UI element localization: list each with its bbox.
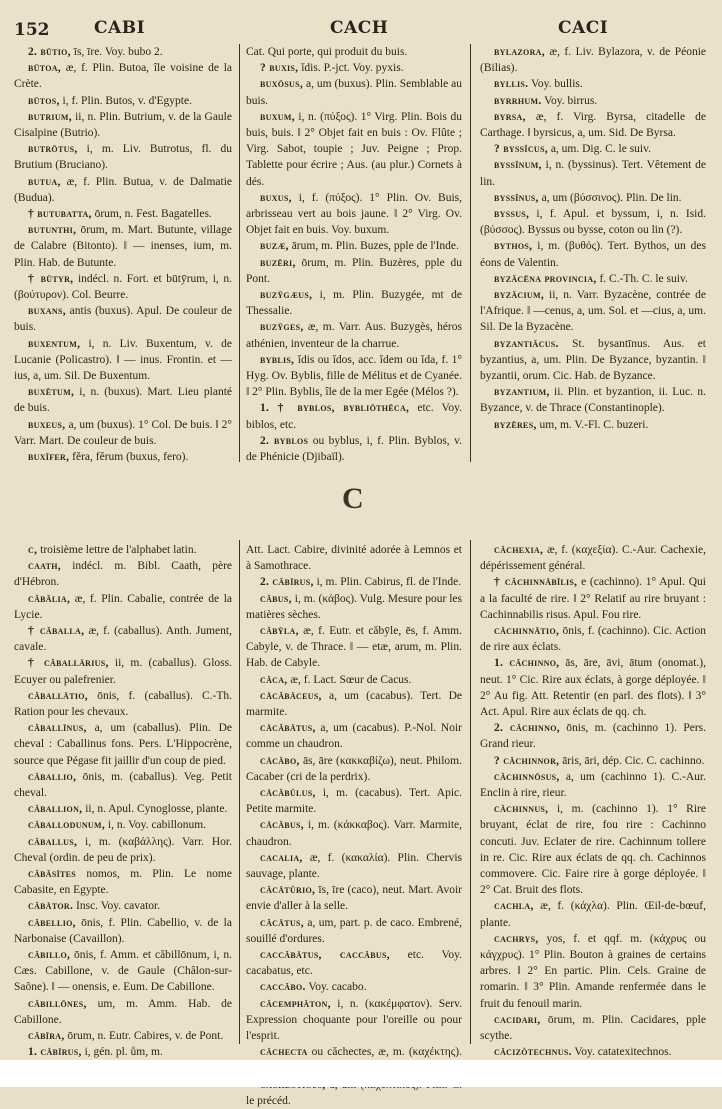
entry-headword: cacidari,: [494, 1013, 541, 1026]
dictionary-entry: [246, 947, 462, 979]
dictionary-entry: [246, 287, 462, 319]
entry-definition: i, m. Plin. Cabirus, fl. de l'Inde.: [313, 576, 462, 589]
dictionary-entry: [246, 255, 462, 287]
entry-headword: buxans,: [28, 305, 66, 318]
entry-headword: † căballa,: [28, 625, 85, 638]
dictionary-entry: [480, 190, 706, 206]
entry-definition: æ, f. Plin. Butua, v. de Dalmatie (Budua).: [14, 175, 232, 204]
entry-definition: troisième lettre de l'alphabet latin.: [37, 544, 197, 556]
dictionary-entry: [14, 915, 232, 947]
page-number: 152: [14, 20, 50, 40]
entry-headword: byzantiăcus.: [494, 337, 559, 350]
dictionary-entry: [14, 720, 232, 769]
dictionary-entry: [246, 44, 462, 60]
entry-headword: buzȳges,: [260, 321, 304, 334]
dictionary-entry: [246, 400, 462, 432]
entry-headword: † căballārius,: [28, 657, 109, 670]
entry-headword: căballātio,: [28, 689, 88, 702]
bottom-column-3: [480, 542, 706, 1061]
entry-headword: căbălia,: [28, 592, 71, 605]
entry-definition: ōnis, m. (cachinno 1). Pers. Grand rieur.: [480, 722, 707, 751]
dictionary-entry: [14, 947, 232, 996]
entry-headword: căbus,: [260, 592, 292, 605]
entry-definition: Insc. Voy. cavator.: [73, 900, 161, 913]
entry-headword: 2. căbīrus,: [260, 576, 314, 589]
entry-definition: ĭdis ou ĭdos, acc. ĭdem ou ĭda, f. 1° Hyg. Ov. Byblis, fille de Mélitus et de Cyanée. ‖ 2° Plin. Byblis, île de la mer Egée (Mélos ?).: [246, 353, 462, 399]
dictionary-entry: [14, 174, 232, 206]
entry-definition: æ, f. Plin. Cabalie, contrée de la Lycie.: [14, 592, 232, 621]
dictionary-entry: [480, 769, 706, 801]
entry-definition: a, um (cacabus). Tert. De marmite.: [246, 689, 462, 719]
dictionary-entry: [480, 1044, 706, 1060]
entry-definition: Voy. cacabo.: [305, 981, 367, 994]
dictionary-entry: [480, 542, 706, 574]
entry-definition: Voy. catatexitechnos.: [571, 1046, 672, 1059]
entry-headword: buxōsus,: [260, 78, 304, 91]
entry-definition: æ, m. Varr. Aus. Buzygès, héros athénien, inventeur de la charrue.: [246, 321, 462, 350]
entry-definition: i, m. (βυθός). Tert. Bythos, un des éons de Valentin.: [480, 240, 706, 269]
dictionary-entry: [14, 898, 232, 914]
dictionary-entry: [14, 384, 232, 416]
entry-headword: † būtyr,: [28, 272, 74, 285]
entry-definition: īs, īre. Voy. bubo 2.: [70, 46, 163, 58]
entry-definition: i, m. (cacabus). Tert. Apic. Petite marmite.: [246, 787, 462, 816]
dictionary-entry: [14, 60, 232, 92]
dictionary-entry: [246, 979, 462, 995]
bottom-column-2: [246, 542, 462, 1109]
dictionary-entry: [14, 141, 232, 173]
entry-headword: c,: [28, 544, 38, 556]
dictionary-entry: [480, 753, 706, 769]
entry-definition: ii. Plin. et byzantion, ii. Luc. n. Byzance, v. de Thrace (Constantinople).: [480, 386, 706, 415]
entry-definition: ās, āre (κακκαβίζω), neut. Philom. Cacaber (cri de la perdrix).: [246, 754, 462, 783]
dictionary-entry: [246, 882, 462, 914]
dictionary-entry: [14, 271, 232, 303]
dictionary-entry: [480, 898, 706, 930]
entry-headword: byzăcēna provincia,: [494, 272, 597, 285]
entry-headword: cācăbus,: [260, 819, 304, 832]
entry-headword: căbellio,: [28, 916, 76, 929]
dictionary-entry: [14, 623, 232, 655]
entry-headword: căballus,: [28, 835, 78, 848]
entry-headword: bylazora,: [494, 46, 545, 58]
entry-headword: butua,: [28, 175, 61, 188]
dictionary-entry: [14, 591, 232, 623]
dictionary-entry: [14, 542, 232, 558]
entry-definition: æ, f. (caballus). Anth. Jument, cavale.: [14, 625, 232, 654]
dictionary-entry: [480, 417, 706, 433]
entry-headword: buzæ,: [260, 240, 289, 253]
dictionary-entry: [14, 222, 232, 271]
entry-definition: a, um (βύσσινος). Plin. De lin.: [538, 191, 682, 204]
entry-definition: a, um (buxus). 1° Col. De buis. ‖ 2° Varr. Mart. De couleur de buis.: [14, 418, 232, 447]
entry-definition: æ, f. Virg. Byrsa, citadelle de Carthage. ‖ byrsicus, a, um. Sid. De Byrsa.: [480, 110, 706, 140]
dictionary-entry: [480, 1012, 706, 1044]
entry-headword: būtoa,: [28, 62, 61, 75]
entry-definition: indécl. n. Fort. et būtȳrum, i, n. (βούτυρον). Col. Beurre.: [14, 272, 233, 302]
entry-definition: ōrum, m. Plin. Cacidares, pple scythe.: [480, 1013, 706, 1043]
entry-definition: i, gén. pl. ům, m.: [81, 1046, 163, 1059]
entry-headword: buxentum,: [28, 337, 81, 350]
entry-definition: i, m. (κάβος). Vulg. Mesure pour les matières sèches.: [246, 592, 462, 621]
entry-headword: byrrhum.: [494, 94, 542, 107]
entry-definition: ōrum, m. Mart. Butunte, village de Calabre (Bitonto). ‖ — inenses, ium, m. Plin. Hab. de Butunte.: [14, 224, 232, 269]
entry-definition: um, m. V.-Fl. C. buzeri.: [536, 418, 649, 431]
entry-headword: ? byssĭcus,: [494, 143, 548, 156]
entry-headword: byblis,: [260, 353, 295, 366]
running-head-left: CABI: [94, 18, 146, 38]
dictionary-entry: [14, 866, 232, 898]
bottom-column-1: [14, 542, 232, 1061]
entry-headword: buzēri,: [260, 256, 296, 269]
entry-headword: butrium,: [28, 110, 72, 123]
entry-definition: Voy. bullis.: [528, 78, 583, 91]
dictionary-entry: [480, 287, 706, 336]
entry-headword: căbātor.: [28, 900, 74, 913]
entry-headword: būtos,: [28, 94, 60, 107]
dictionary-entry: [246, 542, 462, 574]
entry-headword: caath,: [28, 560, 61, 573]
entry-headword: cācăbātus,: [260, 722, 316, 735]
dictionary-entry: [480, 336, 706, 385]
dictionary-entry: [246, 753, 462, 785]
dictionary-entry: [480, 206, 706, 238]
entry-headword: buxeus,: [28, 418, 66, 431]
entry-headword: căbăsītes: [28, 868, 77, 881]
dictionary-entry: [246, 433, 462, 465]
entry-definition: æ, f. Lact. Sœur de Cacus.: [287, 673, 412, 686]
entry-headword: 1. † byblos, bybliōthēca,: [260, 402, 410, 415]
dictionary-entry: [14, 109, 232, 141]
entry-definition: a, um. Dig. C. le suiv.: [547, 143, 652, 156]
dictionary-entry: [14, 655, 232, 687]
entry-headword: byzantium,: [494, 386, 550, 399]
entry-headword: byssĭnus,: [494, 191, 539, 204]
entry-definition: yos, f. et qqf. m. (κάχρυς ou κάγχρυς). 1° Plin. Bouton à graines de certains arbres. ‖ 2° En partic. Plin. Cels. Graine de romarin. ‖ 3° Plin. Amande renfermée dans le fruit du fenouil marin.: [480, 932, 706, 1010]
entry-definition: indécl. m. Bibl. Caath, père d'Hébron.: [14, 560, 232, 589]
entry-definition: ii, n. Apul. Cynoglosse, plante.: [82, 803, 228, 816]
entry-headword: căchexia,: [494, 544, 544, 556]
entry-definition: i, n. (byssinus). Tert. Vêtement de lin.: [480, 159, 706, 188]
dictionary-entry: [14, 44, 232, 60]
dictionary-entry: [480, 801, 706, 898]
dictionary-entry: [14, 93, 232, 109]
entry-definition: æ, f. Eutr. et căbȳle, ēs, f. Amm. Cabyle, v. de Thrace. ‖ — etæ, arum, m. Plin. Hab. de Cabyle.: [246, 625, 462, 670]
dictionary-entry: [246, 623, 462, 672]
dictionary-entry: [246, 352, 462, 401]
dictionary-entry: [14, 688, 232, 720]
entry-definition: ĭdis. P.-jct. Voy. pyxis.: [298, 62, 404, 75]
running-head-center: CACH: [330, 18, 389, 38]
entry-definition: īs, īre (caco), neut. Mart. Avoir envie d'aller à la selle.: [246, 884, 462, 913]
entry-definition: ās, āre, āvi, ātum (onomat.), neut. 1° Cic. Rire aux éclats, à gorge déployée. ‖ 2° Au fig. Att. Retentir (en parl. des flots). ‖ 3° Act. Apul. Rire aux éclats de qq. ch.: [480, 657, 706, 719]
dictionary-entry: [14, 769, 232, 801]
entry-headword: caccăbātus, caccăbus,: [260, 949, 390, 962]
dictionary-entry: [246, 688, 462, 720]
entry-headword: căchinnōsus,: [494, 770, 560, 783]
dictionary-entry: [480, 109, 706, 141]
entry-headword: căballion,: [28, 803, 83, 816]
dictionary-entry: [246, 850, 462, 882]
dictionary-entry: [14, 336, 232, 385]
entry-headword: căcemphăton,: [260, 997, 331, 1010]
scan-margin: [0, 1060, 722, 1087]
entry-headword: † butubatta,: [28, 208, 92, 221]
entry-definition: a, um (caballus). Plin. De cheval : Caballinus fons. Pers. L'Hippocrène, source que Pégase fit jaillir d'un coup de pied.: [14, 722, 232, 767]
entry-headword: byllis.: [494, 78, 529, 91]
dictionary-entry: [480, 574, 706, 623]
entry-definition: æ, f. (καχεξία). C.-Aur. Cachexie, dépérissement général.: [480, 544, 706, 573]
top-column-3: [480, 44, 706, 433]
entry-definition: i, n. (πύξος). 1° Virg. Plin. Bois du buis, buis. ‖ 2° Objet fait en buis : Ov. Flûte ; Virg. Sabot, toupie ; Juv. Peigne ; Prop. Tablette pour écrire ; Aus. (au plur.) Cornets à dés.: [246, 110, 462, 188]
entry-headword: ? căchinnor,: [494, 754, 560, 767]
entry-headword: cacalia,: [260, 851, 303, 864]
entry-definition: i, n. (buxus). Mart. Lieu planté de buis.: [14, 386, 232, 415]
entry-headword: byssĭnum,: [494, 159, 542, 172]
dictionary-entry: [246, 720, 462, 752]
entry-headword: căbillo,: [28, 949, 71, 962]
entry-headword: buxum,: [260, 110, 295, 123]
dictionary-entry: [14, 303, 232, 335]
entry-headword: căbillōnes,: [28, 997, 87, 1010]
top-column-1: [14, 44, 232, 465]
entry-headword: cachrys,: [494, 932, 539, 945]
entry-definition: ārum, m. Plin. Buzes, pple de l'Inde.: [288, 240, 459, 253]
dictionary-entry: [480, 271, 706, 287]
entry-definition: i, m. (cachinno 1). 1° Rire bruyant, éclat de rire, fou rire : Cachinno concuti. Juv. Eclater de rire. Cachinnum tollere in re. Cic. Rire aux éclats de qq. ch. Cachinnos commovere. Cic. Faire rire à gorge déployée. ‖ 2° Cat. Bruit des flots.: [480, 803, 706, 897]
entry-headword: byssus,: [494, 208, 530, 221]
dictionary-entry: [14, 801, 232, 817]
dictionary-entry: [480, 384, 706, 416]
entry-definition: etc. Voy. cacabatus, etc.: [246, 949, 463, 978]
entry-headword: cācăbo,: [260, 754, 300, 767]
entry-definition: ōnis, f. (caballus). C.-Th. Ration pour les chevaux.: [14, 689, 232, 719]
entry-definition: i, n. Voy. cabillonum.: [105, 819, 207, 832]
entry-definition: i, n. Liv. Buxentum, v. de Lucanie (Policastro). ‖ — inus. Frontin. et — ius, a, um. Sil. De Buxentum.: [14, 337, 232, 383]
entry-headword: căcizŏtechnus.: [494, 1046, 572, 1059]
entry-definition: ii, n. Plin. Butrium, v. de la Gaule Cisalpine (Butrio).: [14, 110, 232, 140]
entry-definition: ou byblus, i, f. Plin. Byblos, v. de Phénicie (Djibaïl).: [246, 434, 462, 464]
entry-definition: i, m. Liv. Butrotus, fl. du Brutium (Bruciano).: [14, 143, 232, 172]
entry-definition: ōrum, n. Fest. Bagatelles.: [91, 208, 212, 221]
entry-definition: æ, f. Liv. Bylazora, v. de Péonie (Bilias).: [480, 46, 706, 75]
dictionary-entry: [480, 623, 706, 655]
dictionary-entry: [14, 996, 232, 1028]
entry-headword: 1. căbīrus,: [28, 1046, 82, 1059]
dictionary-entry: [14, 558, 232, 590]
entry-definition: ōnis, f. Plin. Cabellio, v. de la Narbonaise (Cavaillon).: [14, 916, 232, 945]
dictionary-entry: [480, 655, 706, 720]
dictionary-entry: [246, 238, 462, 254]
entry-headword: căchinnātio,: [494, 625, 560, 638]
dictionary-entry: [14, 449, 232, 465]
entry-headword: 1. căchinno,: [494, 657, 560, 670]
dictionary-entry: [246, 319, 462, 351]
entry-headword: cācăbŭlus,: [260, 787, 316, 800]
dictionary-entry: [246, 996, 462, 1045]
page-header: [0, 12, 722, 38]
entry-headword: buzȳgæus,: [260, 289, 313, 302]
entry-headword: căbȳla,: [260, 625, 299, 638]
entry-definition: e (cachinno). 1° Apul. Qui a la faculté de rire. ‖ 2° Relatif au rire bruyant : Cachinnabilis risus. Apul. Fou rire.: [480, 576, 706, 621]
section-letter: C: [342, 482, 364, 515]
entry-headword: căballio,: [28, 770, 77, 783]
dictionary-entry: [480, 93, 706, 109]
entry-headword: cācăbāceus,: [260, 689, 322, 702]
dictionary-entry: [246, 785, 462, 817]
entry-headword: căcātŭrio,: [260, 884, 316, 897]
entry-definition: St. bysantīnus. Aus. et byzantius, a, um. Plin. De Byzance, byzantin. ‖ byzantii, orum. Cic. Hab. de Byzance.: [480, 337, 706, 383]
entry-headword: căchecta: [260, 1046, 308, 1059]
dictionary-entry: [246, 817, 462, 849]
dictionary-entry: [480, 931, 706, 1012]
entry-definition: a, um, part. p. de caco. Embrené, souillé d'ordures.: [246, 916, 462, 945]
entry-definition: le précéd.: [246, 1094, 291, 1107]
entry-definition: um, m. Amm. Hab. de Cabillone.: [14, 997, 232, 1026]
entry-definition: ōrum, m. Plin. Buzères, pple du Pont.: [246, 256, 462, 285]
entry-definition: æ, f. (κακαλία). Plin. Chervis sauvage, plante.: [246, 851, 462, 881]
entry-definition: Att. Lact. Cabire, divinité adorée à Lemnos et à Samothrace.: [246, 544, 462, 573]
entry-definition: i, f. Apul. et byssum, i, n. Isid. (βύσσος). Byssus ou bysse, coton ou lin (?).: [480, 208, 706, 237]
dictionary-entry: [480, 238, 706, 270]
entry-headword: byzēres,: [494, 418, 537, 431]
dictionary-entry: [246, 915, 462, 947]
entry-headword: căchinnus,: [494, 803, 549, 816]
entry-definition: i, n. (κακέμφατον). Serv. Expression choquante pour l'oreille ou pour l'esprit.: [246, 997, 462, 1043]
entry-headword: căballodunum,: [28, 819, 105, 832]
entry-headword: caccăbo.: [260, 981, 306, 994]
entry-headword: byzăcium,: [494, 289, 545, 302]
entry-definition: ii, n. Varr. Byzacène, contrée de l'Afrique. ‖ —cenus, a, um. Sol. et —cius, a, um. Sil. De la Byzacène.: [480, 289, 706, 334]
dictionary-entry: [480, 76, 706, 92]
dictionary-entry: [14, 206, 232, 222]
column-rule: [470, 44, 471, 462]
dictionary-entry: [246, 60, 462, 76]
dictionary-entry: [246, 109, 462, 190]
dictionary-entry: [246, 591, 462, 623]
entry-definition: i, m. (κάκκαβος). Varr. Marmite, chaudron.: [246, 819, 462, 848]
entry-definition: antis (buxus). Apul. De couleur de buis.: [14, 305, 232, 334]
entry-headword: cachla,: [494, 900, 534, 913]
dictionary-entry: [246, 672, 462, 688]
dictionary-entry: [480, 157, 706, 189]
entry-headword: buxĭfer,: [28, 451, 70, 464]
dictionary-entry: [14, 1044, 232, 1060]
entry-headword: buxus,: [260, 191, 292, 204]
entry-definition: fĕra, fĕrum (buxus, fero).: [69, 451, 189, 464]
entry-definition: i, f. (πύξος). 1° Plin. Ov. Buis, arbrisseau vert au bois jaune. ‖ 2° Virg. Ov. Objet fait en buis. Voy. buxum.: [246, 191, 462, 237]
column-rule: [239, 44, 240, 462]
entry-definition: etc. Voy. biblos, etc.: [246, 402, 463, 431]
entry-definition: æ, f. Plin. Butoa, île voisine de la Crète.: [14, 62, 232, 91]
entry-headword: 2. byblos: [260, 434, 309, 447]
entry-headword: butunthi,: [28, 224, 77, 237]
dictionary-entry: [14, 817, 232, 833]
entry-headword: byrsa,: [494, 110, 526, 123]
entry-headword: ? buxis,: [260, 62, 299, 75]
dictionary-entry: [14, 417, 232, 449]
entry-definition: Cat. Qui porte, qui produit du buis.: [246, 46, 408, 58]
column-rule: [470, 540, 471, 1044]
entry-definition: ii, m. (caballus). Gloss. Ecuyer ou palefrenier.: [14, 657, 233, 686]
entry-headword: căca,: [260, 673, 288, 686]
running-head-right: CACI: [558, 18, 609, 38]
entry-definition: ōnis, f. Amm. et căbillōnum, i, n. Cæs. Cabillone, v. de Gaule (Châlon-sur-Saône). ‖ — onensis, e. Eum. De Cabillone.: [14, 949, 232, 994]
entry-definition: ōnis, f. (cachinno). Cic. Action de rire aux éclats.: [480, 625, 706, 654]
dictionary-entry: [246, 76, 462, 108]
entry-definition: Voy. birrus.: [541, 94, 598, 107]
entry-definition: a, um (cachinno 1). C.-Aur. Enclin à rire, rieur.: [480, 770, 706, 800]
entry-definition: æ, f. (κάχλα). Plin. Œil-de-bœuf, plante.: [480, 900, 706, 929]
entry-definition: ōrum, n. Eutr. Cabires, v. de Pont.: [64, 1030, 224, 1043]
entry-definition: a, um (cacabus). P.-Nol. Noir comme un chaudron.: [246, 722, 462, 751]
entry-headword: căcātus,: [260, 916, 304, 929]
entry-definition: nomos, m. Plin. Le nome Cabasite, en Egypte.: [14, 868, 232, 897]
entry-definition: āris, āri, dép. Cic. C. cachinno.: [559, 754, 705, 767]
dictionary-entry: [246, 574, 462, 590]
top-column-2: [246, 44, 462, 465]
entry-headword: 2. būtio,: [28, 46, 71, 58]
entry-headword: căballīnus,: [28, 722, 87, 735]
dictionary-entry: [480, 141, 706, 157]
entry-headword: † căchinnābĭlis,: [494, 576, 578, 589]
dictionary-entry: [480, 720, 706, 752]
dictionary-entry: [246, 190, 462, 239]
entry-headword: 2. căchinno,: [494, 722, 560, 735]
entry-headword: buxētum,: [28, 386, 75, 399]
entry-definition: a, um (buxus). Plin. Semblable au buis.: [246, 78, 462, 107]
entry-definition: i, m. Plin. Buzygée, mt de Thessalie.: [246, 289, 462, 318]
entry-definition: i, m. (καβάλλης). Varr. Hor. Cheval (ordin. de peu de prix).: [14, 835, 232, 864]
entry-definition: f. C.-Th. C. le suiv.: [596, 272, 688, 285]
entry-headword: bythos,: [494, 240, 533, 253]
column-rule: [239, 540, 240, 1044]
entry-definition: ou căchectes, æ, m. (καχέκτης).: [311, 1046, 462, 1059]
entry-definition: ōnis, m. (caballus). Veg. Petit cheval.: [14, 770, 232, 800]
dictionary-entry: [480, 44, 706, 76]
entry-headword: căbīra,: [28, 1030, 65, 1043]
entry-headword: butrōtus,: [28, 143, 78, 156]
dictionary-entry: [14, 1028, 232, 1044]
dictionary-entry: [14, 834, 232, 866]
entry-definition: i, f. Plin. Butos, v. d'Egypte.: [59, 94, 192, 107]
